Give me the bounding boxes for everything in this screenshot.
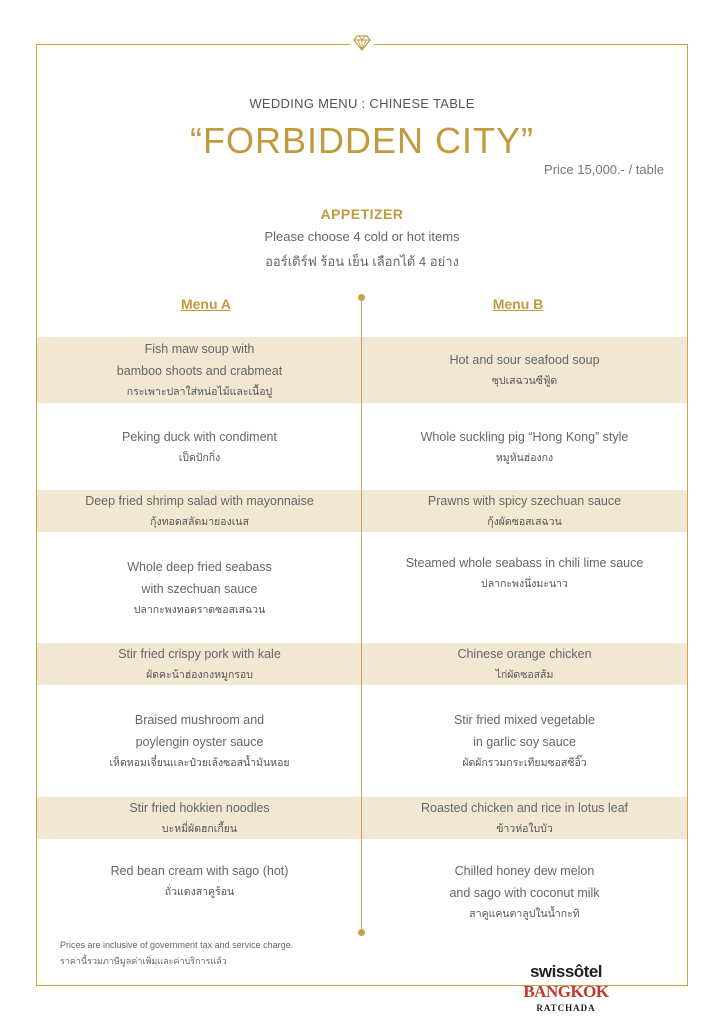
hotel-logo [486, 962, 646, 1013]
dish-name-th: หมูหันฮ่องกง [495, 452, 554, 464]
gem-icon [350, 32, 374, 54]
appetizer-instruction-th: ออร์เดิร์ฟ ร้อน เย็น เลือกได้ 4 อย่าง [265, 254, 459, 269]
dish-name-th: ปลากะพงทอดราดซอสเสฉวน [133, 604, 266, 616]
dish-name-th: บะหมี่ผัดฮกเกี้ยน [161, 823, 238, 835]
dish-name-th: กระเพาะปลาใส่หน่อไม้และเนื้อปู [126, 386, 273, 398]
menu-b-item [362, 707, 687, 775]
dish-name-th: ผัดผักรวมกระเทียมซอสซีอิ๊ว [462, 757, 587, 769]
logo-location: RATCHADA [536, 1003, 596, 1013]
dish-name-en: Stir fried hokkien noodles [129, 801, 270, 815]
menu-a-item [37, 552, 362, 624]
dish-name-th: ไก่ผัดซอสส้ม [495, 669, 554, 681]
menu-row [37, 552, 687, 624]
menu-row [37, 797, 687, 839]
dish-name-en: Fish maw soup with [144, 342, 255, 356]
dish-name-en: Stir fried crispy pork with kale [118, 647, 281, 661]
price-label: Price 15,000.- / table [544, 162, 664, 177]
menu-a-item [37, 643, 362, 685]
menu-a-heading: Menu A [180, 296, 232, 312]
dish-name-en-cont: and sago with coconut milk [449, 886, 600, 900]
dish-name-en-cont: in garlic soy sauce [473, 735, 576, 749]
dish-name-en-cont: bamboo shoots and crabmeat [116, 364, 283, 378]
menu-subtitle: WEDDING MENU : CHINESE TABLE [249, 96, 475, 111]
menu-b-item [362, 490, 687, 532]
dish-name-en: Red bean cream with sago (hot) [110, 864, 289, 878]
dish-name-en: Peking duck with condiment [122, 430, 277, 444]
menu-row [37, 860, 687, 930]
divider-dot [358, 294, 365, 301]
menu-row [37, 337, 687, 403]
dish-name-en: Steamed whole seabass in chili lime sauce [405, 556, 644, 570]
menu-b-item [362, 860, 687, 924]
dish-name-en-cont: poylengin oyster sauce [135, 735, 264, 749]
dish-name-en: Chilled honey dew melon [454, 864, 595, 878]
menu-a-item [37, 337, 362, 403]
dish-name-en: Chinese orange chicken [457, 647, 592, 661]
dish-name-en: Hot and sour seafood soup [449, 353, 600, 367]
menu-b-item [362, 552, 687, 624]
menu-b-heading: Menu B [492, 296, 544, 312]
dish-name-en: Prawns with spicy szechuan sauce [427, 494, 622, 508]
dish-name-th: กุ้งผัดซอสเสฉวน [487, 516, 562, 528]
dish-name-th: ข้าวห่อใบบัว [496, 823, 553, 835]
dish-name-th: ถั่วแดงสาคูร้อน [164, 886, 235, 898]
logo-city: BANGKOK [523, 982, 609, 1001]
menu-row [37, 490, 687, 532]
menu-a-item [37, 420, 362, 474]
dish-name-en: Roasted chicken and rice in lotus leaf [420, 801, 629, 815]
appetizer-heading: APPETIZER [320, 206, 404, 222]
dish-name-en: Whole suckling pig “Hong Kong” style [420, 430, 629, 444]
footnote-th: ราคานี้รวมภาษีมูลค่าเพิ่มและค่าบริการแล้ว [60, 956, 227, 966]
dish-name-en: Braised mushroom and [134, 713, 265, 727]
menu-b-item [362, 420, 687, 474]
dish-name-en: Deep fried shrimp salad with mayonnaise [85, 494, 314, 508]
menu-b-item [362, 797, 687, 839]
dish-name-en-cont: with szechuan sauce [141, 582, 258, 596]
menu-a-item [37, 860, 362, 902]
menu-a-item [37, 797, 362, 839]
dish-name-en: Whole deep fried seabass [127, 560, 272, 574]
dish-name-th: เห็ดหอมเจี๋ยนเเละป๋วยเล้งซอสน้ำมันหอย [109, 757, 290, 769]
dish-name-th: กุ้งทอดสลัดมายองเนส [150, 516, 249, 528]
menu-title: “FORBIDDEN CITY” [190, 120, 534, 161]
logo-swiss: swissôtel [529, 962, 603, 981]
dish-name-th: ซุปเสฉวนซีฟู้ด [491, 375, 558, 387]
dish-name-en: Stir fried mixed vegetable [453, 713, 596, 727]
dish-name-th: เป็ดปักกิ่ง [178, 452, 221, 464]
dish-name-th: ผัดคะน้าฮ่องกงหมูกรอบ [146, 669, 253, 681]
footnote-en: Prices are inclusive of government tax and service charge. [60, 940, 294, 950]
menu-row [37, 643, 687, 685]
menu-a-item [37, 490, 362, 532]
footnote [60, 937, 293, 969]
menu-b-item [362, 337, 687, 403]
divider-dot [358, 929, 365, 936]
logo-wordmark [486, 962, 646, 1002]
menu-a-item [37, 707, 362, 775]
menu-row [37, 420, 687, 474]
dish-name-th: ปลากะพงนึ่งมะนาว [481, 578, 568, 590]
dish-name-th: สาคูแคนตาลูปในน้ำกะทิ [469, 908, 580, 920]
appetizer-instruction-en: Please choose 4 cold or hot items [264, 229, 460, 244]
menu-b-item [362, 643, 687, 685]
menu-row [37, 707, 687, 775]
